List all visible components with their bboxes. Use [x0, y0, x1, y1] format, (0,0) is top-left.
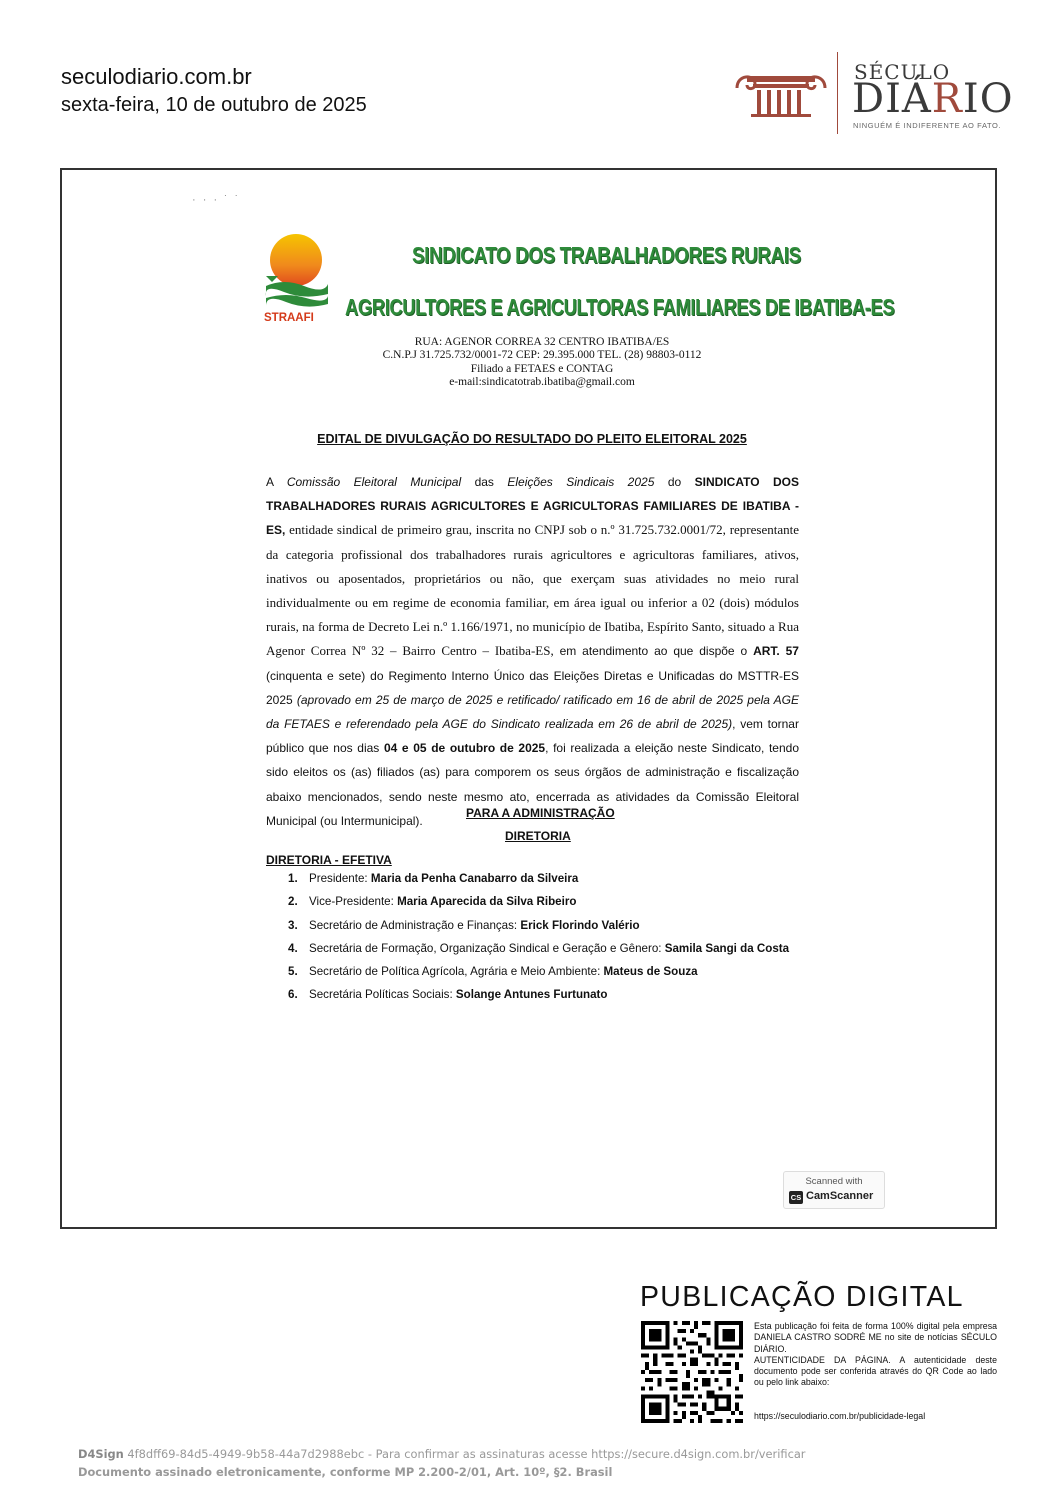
member-role: Presidente:	[309, 872, 371, 885]
publication-date: sexta-feira, 10 de outubro de 2025	[61, 94, 367, 116]
seculo-diario-logo	[733, 48, 1014, 138]
d4sign-line	[78, 1447, 806, 1461]
list-item	[288, 937, 848, 960]
body-text: , foi realizada a eleição neste Sindicato, tendo sido eleitos os (as) filiados (as) para comporem os seus órgãos de administração e fiscalização abaixo mencionados, sendo neste mesmo ato, encerrada as atividades da Comissão Eleitoral Municipal (ou Intermunicipal).	[266, 741, 800, 828]
list-number: 5.	[288, 965, 298, 979]
qr-code-icon[interactable]	[641, 1321, 743, 1423]
publication-title: PUBLICAÇÃO DIGITAL	[640, 1281, 964, 1313]
scanned-document	[62, 170, 995, 1227]
list-item	[288, 890, 848, 913]
member-list	[288, 867, 848, 1007]
address-line: RUA: AGENOR CORREA 32 CENTRO IBATIBA/ES	[414, 336, 670, 348]
camscanner-badge	[783, 1171, 885, 1209]
site-url: seculodiario.com.br	[61, 64, 252, 89]
publication-notice	[754, 1321, 997, 1389]
union-address-block	[362, 336, 722, 390]
body-paragraph	[266, 470, 799, 833]
d4sign-text: 4f8dff69-84d5-4949-9b58-44a7d2988ebc - Para confirmar as assinaturas acesse https://secure.d4sign.com.br/verificar	[123, 1447, 806, 1461]
logo-line2-r: R	[931, 76, 963, 122]
camscanner-icon: CS	[790, 1193, 802, 1202]
body-text: (cinquenta e sete) do Regimento Interno Único das Eleições Diretas e Unificadas do MSTTR-ES 2025	[266, 668, 799, 707]
body-italic: Eleições Sindicais 2025	[507, 475, 655, 489]
member-role: Secretário de Política Agrícola, Agrária e Meio Ambiente:	[309, 965, 604, 979]
logo-line2-a: DIÁ	[852, 76, 932, 122]
email-line: e-mail:sindicatotrab.ibatiba@gmail.com	[449, 376, 635, 389]
list-item	[288, 983, 848, 1006]
member-role: Secretária de Formação, Organização Sindical e Geração e Gênero:	[309, 941, 665, 955]
body-text: do	[654, 475, 695, 489]
logo-line2	[852, 76, 1013, 122]
logo-tagline: NINGUÉM É INDIFERENTE AO FATO.	[853, 121, 1002, 130]
body-text: das	[461, 475, 508, 489]
member-role: Vice-Presidente:	[309, 895, 398, 909]
d4sign-brand: D4Sign	[78, 1447, 124, 1461]
body-text: , vem tornar público que nos dias	[266, 717, 799, 756]
body-bold: 04 e 05 de outubro de 2025	[383, 741, 546, 756]
section-diretoria: DIRETORIA	[505, 829, 571, 843]
list-number: 1.	[288, 872, 298, 885]
union-title-line1: SINDICATO DOS TRABALHADORES RURAIS	[412, 242, 801, 268]
document-frame	[60, 168, 997, 1229]
body-bold: SINDICATO DOS TRABALHADORES RURAIS AGRICULTORES E AGRICULTORAS FAMILIARES DE IBATIBA - ES,	[266, 475, 800, 538]
section-admin: PARA A ADMINISTRAÇÃO	[466, 806, 615, 820]
camscanner-caption: Scanned with	[805, 1176, 863, 1187]
straafi-logo-text: STRAAFI	[264, 312, 314, 324]
member-role: Secretário de Administração e Finanças:	[309, 918, 521, 932]
scan-specks: · · · ˙ ˙	[192, 194, 241, 206]
list-item	[288, 914, 848, 937]
logo-divider	[837, 52, 838, 134]
cnpj-line: C.N.P.J 31.725.732/0001-72 CEP: 29.395.000 TEL. (28) 98803-0112	[382, 349, 702, 362]
list-number: 4.	[288, 941, 298, 955]
logo-line1: SÉCULO	[854, 60, 951, 84]
logo-line2-c: IO	[962, 76, 1014, 122]
list-number: 6.	[288, 988, 298, 1002]
member-name: Solange Antunes Furtunato	[455, 988, 608, 1002]
member-name: Erick Florindo Valério	[520, 918, 640, 932]
member-name: Mateus de Souza	[603, 965, 698, 979]
column-emblem-icon	[733, 68, 829, 118]
edital-title: EDITAL DE DIVULGAÇÃO DO RESULTADO DO PLEITO ELEITORAL 2025	[317, 432, 747, 446]
body-text: A	[266, 475, 287, 489]
body-text: em atendimento ao que dispõe o	[553, 644, 754, 659]
section-efetiva: DIRETORIA - EFETIVA	[266, 853, 392, 867]
edital-body	[266, 470, 799, 833]
member-name: Samila Sangi da Costa	[664, 941, 790, 955]
body-bold: ART. 57	[753, 644, 799, 659]
publication-text-1: Esta publicação foi feita de forma 100% digital pela empresa DANIELA CASTRO SODRÉ ME no site de notícias SÉCULO DIÁRIO.	[754, 1321, 997, 1354]
list-item	[288, 867, 848, 890]
member-name: Maria Aparecida da Silva Ribeiro	[397, 895, 577, 909]
union-title-line2: AGRICULTORES E AGRICULTORAS FAMILIARES DE IBATIBA-ES	[345, 294, 895, 320]
body-italic: Comissão Eleitoral Municipal	[286, 475, 462, 489]
publication-text-2: AUTENTICIDADE DA PÁGINA. A autenticidade deste documento pode ser conferida através do QR Code ao lado ou pelo link abaixo:	[754, 1354, 997, 1388]
affiliation-line: Filiado a FETAES e CONTAG	[470, 362, 614, 375]
member-role: Secretária Políticas Sociais:	[309, 988, 456, 1002]
legal-notice: Documento assinado eletronicamente, conforme MP 2.200-2/01, Art. 10º, §2. Brasil	[78, 1465, 613, 1479]
list-item	[288, 960, 848, 983]
camscanner-name: CamScanner	[806, 1190, 874, 1202]
publication-link[interactable]: https://seculodiario.com.br/publicidade-legal	[754, 1411, 926, 1421]
list-number: 3.	[288, 918, 298, 932]
member-name: Maria da Penha Canabarro da Silveira	[370, 872, 579, 885]
body-italic: (aprovado em 25 de março de 2025 e retificado/ ratificado em 16 de abril de 2025 pela AGE da FETAES e referendado pela AGE do Sindicato realizada em 26 de abril de 2025)	[266, 692, 799, 732]
body-text: entidade sindical de primeiro grau, inscrita no CNPJ sob o n.º 31.725.732.0001/72, representante da categoria profissional dos trabalhadores rurais agricultores e agricultoras familiares, ativos, inativos ou aposentados, proprietários ou não, que exerçam suas atividades no meio rural individualmente ou em regime de economia familiar, em área igual ou inferior a 02 (dois) módulos rurais, na forma de Decreto Lei n.º 1.166/1971, no município de Ibatiba, Espírito Santo, situado a Rua Agenor Correa Nº 32 – Bairro Centro – Ibatiba-ES,	[266, 522, 799, 659]
list-number: 2.	[288, 895, 298, 909]
